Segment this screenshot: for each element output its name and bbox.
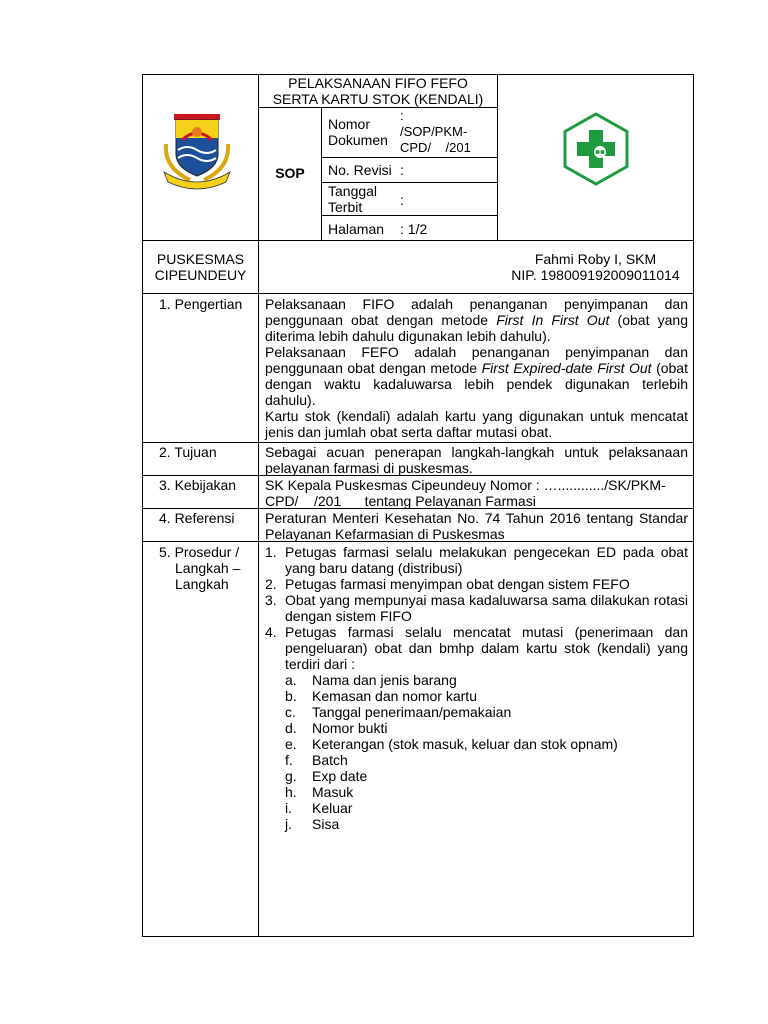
prosedur-step-text: Petugas farmasi selalu melakukan pengecekan ED pada obat yang baru datang (distribusi)	[285, 544, 688, 576]
head-signature	[498, 251, 693, 283]
regency-crest-logo	[160, 110, 232, 194]
doc-number-label	[328, 116, 388, 148]
head-name: Fahmi Roby I, SKM	[534, 251, 657, 267]
doc-number-label-2: Dokumen	[328, 132, 388, 148]
doc-number-colon: :	[400, 108, 404, 123]
kartu-stok-field	[285, 688, 688, 704]
kartu-stok-field-text: Keterangan (stok masuk, keluar dan stok opnam)	[312, 736, 618, 752]
kartu-stok-field	[285, 816, 688, 832]
prosedur-step	[265, 624, 688, 672]
referensi-content: Peraturan Menteri Kesehatan No. 74 Tahun 2016 tentang Standar Pelayanan Kefarmasian di Puskesmas	[265, 510, 688, 542]
pengertian-fefo-text: Pelaksanaan FEFO adalah penanganan penyimpanan dan penggunaan obat dengan metode	[265, 344, 688, 376]
revision-value: :	[400, 162, 404, 178]
issue-date-label-1: Tanggal	[328, 183, 378, 199]
issue-date-label	[328, 183, 377, 215]
kartu-stok-field	[285, 784, 688, 800]
kartu-stok-field	[285, 736, 688, 752]
prosedur-step	[265, 592, 688, 624]
kartu-stok-field-number: j.	[285, 816, 292, 832]
kartu-stok-field-text: Keluar	[312, 800, 353, 816]
kartu-stok-field	[285, 800, 688, 816]
kartu-stok-field-number: a.	[285, 672, 297, 688]
kartu-stok-field-number: g.	[285, 768, 297, 784]
kartu-stok-field-number: b.	[285, 688, 297, 704]
kartu-stok-field-text: Nama dan jenis barang	[312, 672, 457, 688]
sop-label: SOP	[275, 165, 305, 181]
doc-number-label-1: Nomor	[328, 116, 371, 132]
kartu-stok-field-text: Nomor bukti	[312, 720, 388, 736]
puskesmas-logo	[559, 112, 633, 186]
pengertian-fifo	[265, 296, 688, 344]
tujuan-content: Sebagai acuan penerapan langkah-langkah untuk pelaksanaan pelayanan farmasi di puskesmas.	[265, 444, 688, 476]
document-title	[259, 75, 497, 107]
section-label-pengertian: 1. Pengertian	[159, 296, 243, 312]
prosedur-label-2: Langkah –	[175, 560, 241, 576]
pengertian-kartu-stok: Kartu stok (kendali) adalah kartu yang digunakan untuk mencatat jenis dan jumlah obat serta daftar mutasi obat.	[265, 408, 688, 440]
pengertian-fefo-desc: (obat dengan waktu kadaluwarsa lebih pendek digunakan terlebih dahulu).	[265, 360, 688, 408]
pengertian-fefo-term: First Expired-date First Out	[481, 360, 652, 376]
title-line-2: SERTA KARTU STOK (KENDALI)	[272, 91, 484, 107]
pengertian-content	[265, 296, 688, 440]
pengertian-fefo	[265, 344, 688, 408]
kartu-stok-field-text: Sisa	[312, 816, 340, 832]
prosedur-label-3: Langkah	[175, 576, 229, 592]
prosedur-steps	[265, 544, 688, 672]
prosedur-content	[265, 544, 688, 832]
section-label-tujuan: 2. Tujuan	[159, 444, 217, 460]
doc-number-value-2: CPD/ /201	[400, 140, 471, 155]
pengertian-fifo-desc: (obat yang diterima lebih dahulu digunakan lebih dahulu).	[265, 312, 688, 344]
regency-crest-icon	[160, 110, 232, 194]
prosedur-step-number: 2.	[265, 576, 277, 592]
kartu-stok-field	[285, 672, 688, 688]
kebijakan-content	[265, 477, 690, 509]
prosedur-step	[265, 544, 688, 576]
organization-name	[143, 251, 258, 283]
section-label-kebijakan: 3. Kebijakan	[159, 477, 237, 493]
issue-date-value: :	[400, 192, 404, 208]
kartu-stok-field	[285, 720, 688, 736]
section-label-prosedur	[159, 544, 240, 592]
prosedur-step-number: 3.	[265, 592, 277, 608]
prosedur-step-text: Obat yang mempunyai masa kadaluwarsa sama dilakukan rotasi dengan sistem FIFO	[285, 592, 688, 624]
kebijakan-line-2: CPD/ /201 tentang Pelayanan Farmasi	[265, 493, 536, 509]
kartu-stok-fields	[285, 672, 688, 832]
kartu-stok-field-number: i.	[285, 800, 292, 816]
prosedur-step-number: 4.	[265, 624, 277, 640]
kartu-stok-field-number: f.	[285, 752, 293, 768]
prosedur-step-text: Petugas farmasi menyimpan obat dengan sistem FEFO	[285, 576, 630, 592]
doc-number-value-1: /SOP/PKM-	[400, 124, 468, 139]
doc-number-value	[400, 108, 471, 156]
kartu-stok-field	[285, 704, 688, 720]
kartu-stok-field-number: d.	[285, 720, 297, 736]
kartu-stok-field-text: Tanggal penerimaan/pemakaian	[312, 704, 512, 720]
kartu-stok-field-number: h.	[285, 784, 297, 800]
revision-label: No. Revisi	[328, 162, 392, 178]
pengertian-fifo-term: First In First Out	[496, 312, 610, 328]
kartu-stok-field-text: Masuk	[312, 784, 354, 800]
head-nip: NIP. 198009192009011014	[511, 267, 680, 283]
organization-line-1: PUSKESMAS	[156, 251, 245, 267]
prosedur-label-1: 5. Prosedur /	[159, 544, 240, 560]
kartu-stok-field-text: Kemasan dan nomor kartu	[312, 688, 477, 704]
prosedur-step-text: Petugas farmasi selalu mencatat mutasi (penerimaan dan pengeluaran) obat dan bmhp dalam kartu stok (kendali) yang terdiri dari :	[285, 624, 688, 672]
pengertian-fifo-text: Pelaksanaan FIFO adalah penanganan penyimpanan dan penggunaan obat dengan metode	[265, 296, 688, 328]
section-label-referensi: 4. Referensi	[159, 510, 235, 526]
page-label: Halaman	[328, 221, 385, 237]
page-value: : 1/2	[400, 221, 428, 237]
kartu-stok-field	[285, 752, 688, 768]
kartu-stok-field-text: Batch	[312, 752, 348, 768]
kartu-stok-field	[285, 768, 688, 784]
kartu-stok-field-text: Exp date	[312, 768, 368, 784]
issue-date-label-2: Terbit	[328, 199, 363, 215]
prosedur-step	[265, 576, 688, 592]
kartu-stok-field-number: c.	[285, 704, 296, 720]
kartu-stok-field-number: e.	[285, 736, 297, 752]
puskesmas-cross-icon	[559, 112, 633, 186]
kebijakan-line-1: SK Kepala Puskesmas Cipeundeuy Nomor : …............/SK/PKM-	[265, 477, 666, 493]
organization-line-2: CIPEUNDEUY	[154, 267, 247, 283]
title-line-1: PELAKSANAAN FIFO FEFO	[288, 75, 468, 91]
prosedur-step-number: 1.	[265, 544, 277, 560]
